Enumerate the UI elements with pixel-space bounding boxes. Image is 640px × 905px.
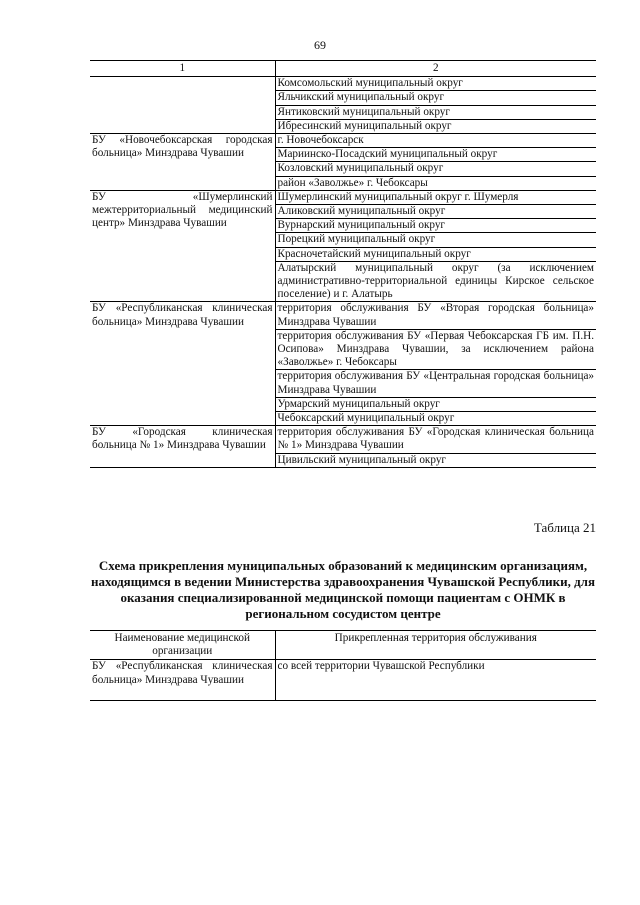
territory-cell: Шумерлинский муниципальный округ г. Шумерля (275, 190, 596, 204)
territory-cell: Янтиковский муниципальный округ (275, 105, 596, 119)
table-column-numbers (90, 61, 596, 77)
territory-cell: территория обслуживания БУ «Первая Чебоксарская ГБ им. П.Н. Осипова» Минздрава Чувашии, за исключением района «Заволжье» г. Чебоксары (275, 329, 596, 370)
attachment-table-continued (90, 60, 596, 468)
territory-cell: г. Новочебоксарск (275, 134, 596, 148)
table-row (90, 190, 596, 204)
header-org-name: Наименование медицинской организации (90, 631, 275, 660)
territory-cell: Ибресинский муниципальный округ (275, 119, 596, 133)
table-row (90, 134, 596, 148)
org-cell: БУ «Республиканская клиническая больница» Минздрава Чувашии (90, 660, 275, 701)
table-row (90, 660, 596, 701)
table-row (90, 302, 596, 329)
territory-cell: Урмарский муниципальный округ (275, 397, 596, 411)
territory-cell: территория обслуживания БУ «Центральная городская больница» Минздрава Чувашии (275, 370, 596, 397)
table-header-row (90, 631, 596, 660)
table-label: Таблица 21 (533, 520, 596, 535)
territory-cell: Вурнарский муниципальный округ (275, 219, 596, 233)
territory-cell: территория обслуживания БУ «Вторая городская больница» Минздрава Чувашии (275, 302, 596, 329)
column-number-1: 1 (90, 61, 275, 77)
org-cell (90, 77, 275, 134)
territory-cell: Козловский муниципальный округ (275, 162, 596, 176)
org-cell: БУ «Республиканская клиническая больница» Минздрава Чувашии (90, 302, 275, 426)
territory-cell: Комсомольский муниципальный округ (275, 77, 596, 91)
territory-cell: Цивильский муниципальный округ (275, 453, 596, 467)
stroke-center-table (90, 630, 596, 701)
territory-cell: Мариинско-Посадский муниципальный округ (275, 148, 596, 162)
territory-cell: Чебоксарский муниципальный округ (275, 412, 596, 426)
territory-cell: территория обслуживания БУ «Городская клиническая больница № 1» Минздрава Чувашии (275, 426, 596, 453)
territory-cell: Красночетайский муниципальный округ (275, 247, 596, 261)
territory-cell: Алатырский муниципальный округ (за исключением административно-территориальной единицы Кирское сельское поселение) и г. Алатырь (275, 261, 596, 302)
territory-cell: район «Заволжье» г. Чебоксары (275, 176, 596, 190)
column-number-2: 2 (275, 61, 596, 77)
page-number: 69 (314, 38, 326, 52)
table-row (90, 77, 596, 91)
territory-cell: со всей территории Чувашской Республики (275, 660, 596, 701)
territory-cell: Аликовский муниципальный округ (275, 205, 596, 219)
table-title: Схема прикрепления муниципальных образований к медицинским организациям, находящимся в ведении Министерства здравоохранения Чувашской Республики, для оказания специализированной медицинской помощи пациентам с ОНМК в региональном сосудистом центре (90, 558, 596, 621)
header-territory: Прикрепленная территория обслуживания (275, 631, 596, 660)
org-cell: БУ «Городская клиническая больница № 1» Минздрава Чувашии (90, 426, 275, 468)
table-row (90, 426, 596, 453)
territory-cell: Порецкий муниципальный округ (275, 233, 596, 247)
territory-cell: Яльчикский муниципальный округ (275, 91, 596, 105)
org-cell: БУ «Новочебоксарская городская больница» Минздрава Чувашии (90, 134, 275, 191)
org-cell: БУ «Шумерлинский межтерриториальный медицинский центр» Минздрава Чувашии (90, 190, 275, 302)
